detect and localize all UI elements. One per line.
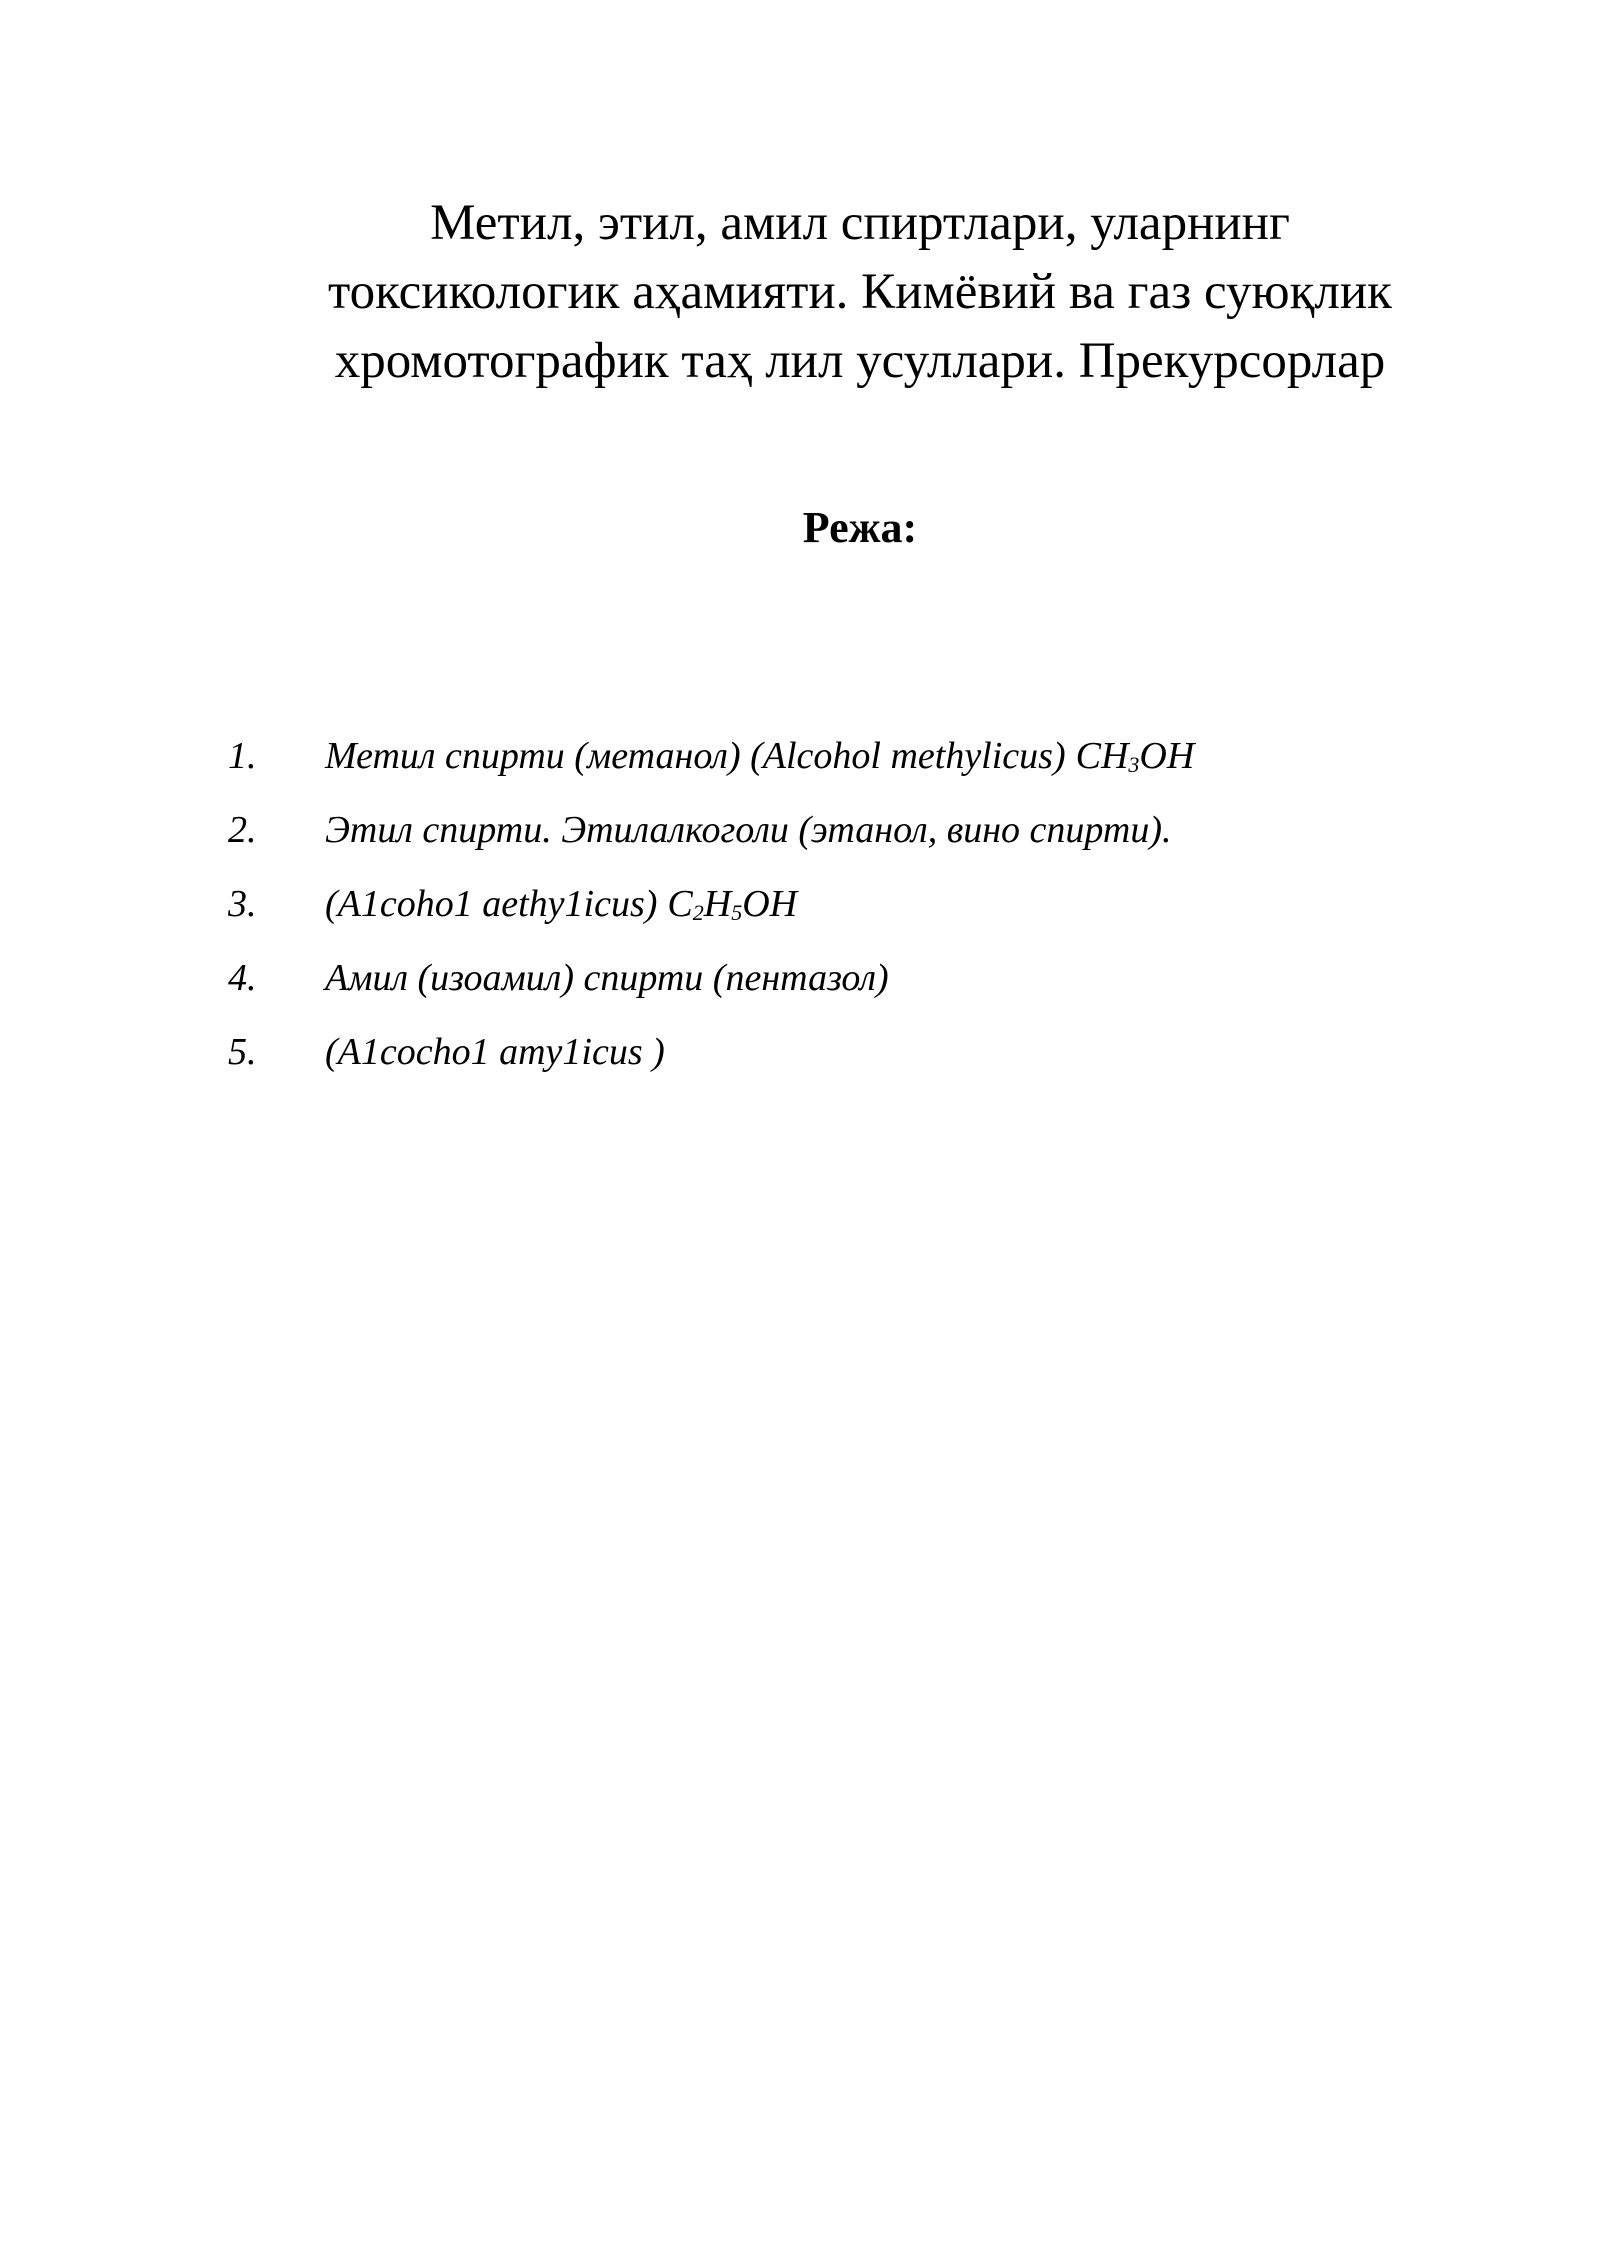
plan-item-1 [228,728,1428,802]
plan-item-number: 5. [228,1031,257,1073]
chemical-formula [667,883,797,925]
plan-item-text [325,1024,665,1080]
plan-item-number: 2. [228,809,257,851]
formula-part: C [667,883,693,925]
plan-item-text [325,876,797,932]
plan-item-5 [228,1024,1428,1098]
formula-part: CH [1075,735,1129,777]
plan-item-label: Метил спирти (метанол) (Alcohol methylicus) [325,735,1066,777]
plan-item-text [325,802,1172,858]
plan-item-number: 3. [228,883,257,925]
plan-heading: Режа: [802,503,918,552]
formula-part: OH [742,883,798,925]
title-line-2: токсикологик аҳамияти. Кимёвий ва газ суюқлик [328,264,1392,321]
plan-item-text [325,728,1194,784]
formula-part: H [703,883,732,925]
plan-item-3 [228,876,1428,950]
plan-item-2 [228,802,1428,876]
plan-item-label: (A1coho1 aethy1icus) [325,883,658,925]
document-title [200,189,1520,396]
plan-item-text [325,950,889,1006]
formula-subscript: 3 [1128,752,1140,777]
plan-item-number: 4. [228,957,257,999]
plan-item-number: 1. [228,735,257,777]
formula-subscript: 2 [692,900,704,925]
formula-subscript: 5 [731,900,743,925]
plan-list [228,728,1428,1098]
plan-item-label: Этил спирти. Этилалкоголи (этанол, вино спирти). [325,809,1172,851]
formula-part: OH [1139,735,1195,777]
title-line-3: хромотографик таҳ лил усуллари. Прекурсорлар [334,333,1386,390]
title-line-1: Метил, этил, амил спиртлари, уларнинг [430,195,1290,252]
plan-item-4 [228,950,1428,1024]
plan-item-label: (A1cocho1 amy1icus ) [325,1031,665,1073]
plan-item-label: Амил (изоамил) спирти (пентазол) [325,957,889,999]
chemical-formula [1076,735,1195,777]
